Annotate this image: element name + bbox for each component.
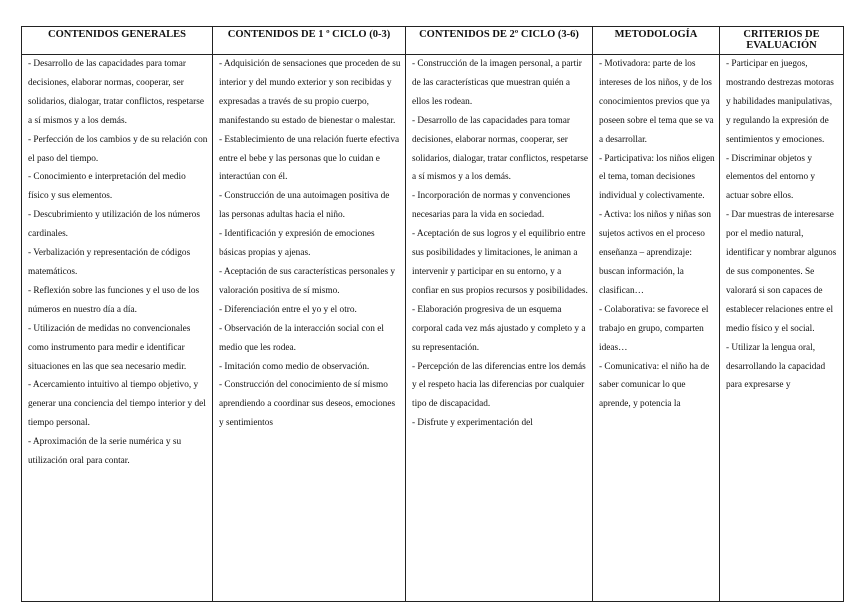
bullet-item: - Elaboración progresiva de un esquema corporal cada vez más ajustado y completo y a su representación.	[412, 304, 586, 353]
bullet-item: - Aceptación de sus características personales y valoración positiva de sí mismo.	[219, 266, 396, 296]
bullet-item: - Construcción del conocimiento de sí mismo aprendiendo a coordinar sus deseos, emociones y sentimientos	[219, 380, 396, 429]
bullet-item: - Aceptación de sus logros y el equilibrio entre sus posibilidades y limitaciones, le animan a intervenir y participar en su entorno, y a confiar en sus propios recursos y posibilidades.	[412, 229, 588, 296]
bullet-item: - Activa: los niños y niñas son sujetos activos en el proceso enseñanza – aprendizaje: buscan información, la clasifican…	[599, 210, 712, 296]
bullet-item: - Imitación como medio de observación.	[219, 361, 370, 372]
column-metodologia	[593, 55, 720, 602]
column-criterios-evaluacion	[720, 55, 844, 602]
column-contenidos-primer-ciclo	[213, 55, 406, 602]
column-contenidos-segundo-ciclo	[406, 55, 593, 602]
bullet-item: - Percepción de las diferencias entre los demás y el respeto hacia las diferencias por cualquier tipo de discapacidad.	[412, 361, 586, 410]
bullet-item: - Verbalización y representación de códigos matemáticos.	[28, 248, 191, 277]
bullet-item: - Desarrollo de las capacidades para tomar decisiones, elaborar normas, cooperar, ser solidarios, dialogar, tratar conflictos, respetarse a sí mismos y a los demás.	[28, 59, 204, 126]
header-metodologia: METODOLOGÍA	[593, 27, 720, 55]
bullet-item: - Participar en juegos, mostrando destrezas motoras y habilidades manipulativas, y regulando la expresión de sentimientos y emociones.	[726, 59, 834, 145]
content-row	[22, 55, 844, 602]
bullet-item: - Identificación y expresión de emociones básicas propias y ajenas.	[219, 229, 375, 259]
bullet-item: - Acercamiento intuitivo al tiempo objetivo, y generar una conciencia del tiempo interior y del tiempo personal.	[28, 380, 206, 429]
bullet-item: - Dar muestras de interesarse por el medio natural, identificar y nombrar algunos de sus componentes. Se valorará si son capaces de establecer relaciones entre el medio físico y el social.	[726, 210, 837, 334]
bullet-item: - Construcción de la imagen personal, a partir de las características que muestran quién a ellos les rodean.	[412, 59, 582, 107]
bullet-item: - Perfección de los cambios y de su relación con el paso del tiempo.	[28, 134, 208, 164]
bullet-item: - Desarrollo de las capacidades para tomar decisiones, elaborar normas, cooperar, ser solidarios, dialogar, tratar conflictos, respetarse a sí mismos y a los demás.	[412, 115, 588, 183]
header-criterios-evaluacion: CRITERIOS DE EVALUACIÓN	[720, 27, 844, 55]
bullet-item: - Utilización de medidas no convencionales como instrumento para medir e identificar situaciones en las que sea necesario medir.	[28, 323, 191, 372]
header-contenidos-primer-ciclo: CONTENIDOS DE 1 º CICLO (0-3)	[213, 27, 406, 55]
bullet-item: - Establecimiento de una relación fuerte efectiva entre el bebe y las personas que lo cuidan e interactúan con él.	[219, 134, 400, 183]
bullet-item: - Conocimiento e interpretación del medio físico y sus elementos.	[28, 172, 186, 202]
header-contenidos-generales: CONTENIDOS GENERALES	[22, 27, 213, 55]
header-contenidos-segundo-ciclo: CONTENIDOS DE 2º CICLO (3-6)	[406, 27, 593, 55]
document-page	[21, 26, 838, 602]
bullet-item: - Diferenciación entre el yo y el otro.	[219, 304, 357, 315]
curriculum-table	[21, 26, 844, 602]
bullet-item: - Discriminar objetos y elementos del entorno y actuar sobre ellos.	[726, 153, 816, 202]
bullet-item: - Reflexión sobre las funciones y el uso de los números en nuestro día a día.	[28, 285, 200, 315]
bullet-item: - Disfrute y experimentación del	[412, 418, 533, 429]
bullet-item: - Adquisición de sensaciones que proceden de su interior y del mundo exterior y son recibidas y expresadas a través de su propio cuerpo, manifestando su estado de bienestar o malestar.	[219, 59, 401, 126]
bullet-item: - Utilizar la lengua oral, desarrollando la capacidad para expresarse y	[726, 342, 826, 391]
column-contenidos-generales	[22, 55, 213, 602]
bullet-item: - Construcción de una autoimagen positiva de las personas adultas hacia el niño.	[219, 191, 390, 221]
bullet-item: - Motivadora: parte de los intereses de los niños, y de los conocimientos previos que ya poseen sobre el tema que se va a desarrollar.	[599, 59, 714, 145]
bullet-item: - Descubrimiento y utilización de los números cardinales.	[28, 210, 200, 240]
header-row	[22, 27, 844, 55]
bullet-item: - Colaborativa: se favorece el trabajo en grupo, comparten ideas…	[599, 304, 709, 353]
bullet-item: - Aproximación de la serie numérica y su utilización oral para contar.	[28, 437, 182, 467]
bullet-item: - Incorporación de normas y convenciones necesarias para la vida en sociedad.	[412, 191, 571, 221]
bullet-item: - Observación de la interacción social con el medio que les rodea.	[219, 323, 384, 353]
bullet-item: - Comunicativa: el niño ha de saber comunicar lo que aprende, y potencia la	[599, 361, 710, 410]
bullet-item: - Participativa: los niños eligen el tema, toman decisiones individual y colectivamente.	[599, 153, 715, 202]
